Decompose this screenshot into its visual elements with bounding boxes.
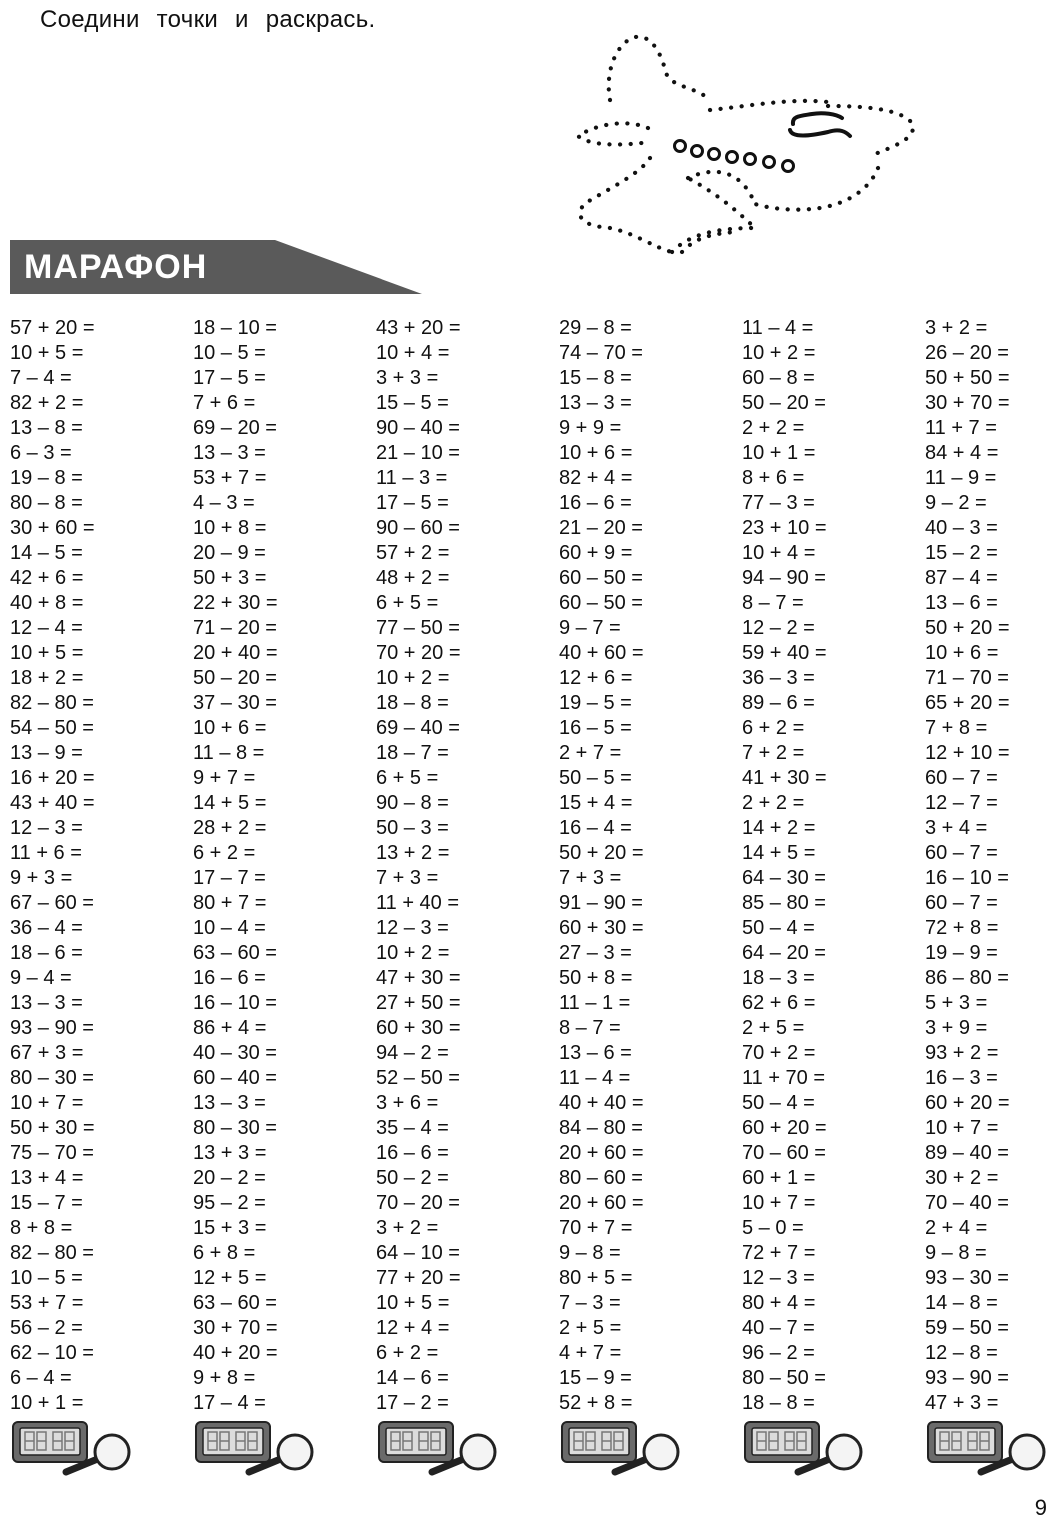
- exercise-item: 43 + 20 =: [376, 317, 461, 339]
- exercise-item: 50 – 4 =: [742, 1092, 815, 1114]
- exercise-item: 4 + 7 =: [559, 1342, 622, 1364]
- exercise-item: 29 – 8 =: [559, 317, 632, 339]
- exercise-item: 9 – 7 =: [559, 617, 621, 639]
- exercise-item: 56 – 2 =: [10, 1317, 83, 1339]
- exercise-item: 12 – 7 =: [925, 792, 998, 814]
- exercise-item: 10 + 2 =: [376, 942, 450, 964]
- exercise-item: 10 – 5 =: [193, 342, 266, 364]
- exercise-item: 12 + 6 =: [559, 667, 633, 689]
- exercise-item: 70 + 20 =: [376, 642, 461, 664]
- exercise-item: 11 – 8 =: [193, 742, 265, 764]
- exercise-item: 11 + 70 =: [742, 1067, 826, 1089]
- exercise-item: 8 – 7 =: [559, 1017, 621, 1039]
- exercise-item: 10 + 6 =: [193, 717, 267, 739]
- exercise-item: 10 + 4 =: [376, 342, 450, 364]
- exercise-item: 18 + 2 =: [10, 667, 84, 689]
- exercise-item: 89 – 6 =: [742, 692, 815, 714]
- exercise-item: 9 + 8 =: [193, 1367, 256, 1389]
- exercise-item: 14 + 5 =: [742, 842, 816, 864]
- exercise-item: 30 + 2 =: [925, 1167, 999, 1189]
- exercise-item: 3 + 9 =: [925, 1017, 988, 1039]
- exercise-item: 8 + 8 =: [10, 1217, 73, 1239]
- exercise-item: 60 – 50 =: [559, 592, 643, 614]
- exercise-item: 60 + 20 =: [742, 1117, 827, 1139]
- exercise-item: 11 – 4 =: [742, 317, 814, 339]
- exercise-item: 80 – 30 =: [193, 1117, 277, 1139]
- exercise-column: [925, 316, 1063, 1416]
- exercise-item: 14 + 5 =: [193, 792, 267, 814]
- exercise-item: 13 + 2 =: [376, 842, 450, 864]
- exercise-item: 27 + 50 =: [376, 992, 461, 1014]
- exercise-item: 10 + 5 =: [10, 342, 84, 364]
- exercise-item: 6 – 3 =: [10, 442, 72, 464]
- exercise-item: 40 – 7 =: [742, 1317, 815, 1339]
- exercise-item: 6 – 4 =: [10, 1367, 72, 1389]
- exercise-item: 60 – 7 =: [925, 767, 998, 789]
- exercise-item: 21 – 20 =: [559, 517, 643, 539]
- exercise-item: 50 – 5 =: [559, 767, 632, 789]
- exercise-item: 6 + 2 =: [376, 1342, 439, 1364]
- exercise-item: 60 + 9 =: [559, 542, 633, 564]
- exercise-item: 95 – 2 =: [193, 1192, 266, 1214]
- exercise-item: 23 + 10 =: [742, 517, 827, 539]
- exercise-item: 82 – 80 =: [10, 1242, 94, 1264]
- exercise-item: 3 + 4 =: [925, 817, 988, 839]
- exercise-item: 16 – 5 =: [559, 717, 632, 739]
- exercise-item: 18 – 6 =: [10, 942, 83, 964]
- exercise-item: 80 + 4 =: [742, 1292, 816, 1314]
- exercise-item: 20 – 9 =: [193, 542, 266, 564]
- exercise-grid: [10, 316, 1063, 1416]
- exercise-item: 10 + 5 =: [376, 1292, 450, 1314]
- exercise-item: 90 – 60 =: [376, 517, 460, 539]
- exercise-item: 5 – 0 =: [742, 1217, 804, 1239]
- exercise-item: 6 + 5 =: [376, 592, 439, 614]
- exercise-item: 59 – 50 =: [925, 1317, 1009, 1339]
- exercise-item: 14 – 5 =: [10, 542, 83, 564]
- timer-magnifier-group: [742, 1418, 925, 1478]
- exercise-item: 9 + 7 =: [193, 767, 256, 789]
- exercise-item: 10 + 2 =: [376, 667, 450, 689]
- exercise-item: 60 + 30 =: [376, 1017, 461, 1039]
- exercise-item: 3 + 3 =: [376, 367, 439, 389]
- exercise-item: 47 + 3 =: [925, 1392, 999, 1414]
- exercise-item: 13 – 6 =: [559, 1042, 632, 1064]
- exercise-item: 11 – 9 =: [925, 467, 997, 489]
- exercise-column: [10, 316, 193, 1416]
- exercise-item: 16 – 6 =: [376, 1142, 449, 1164]
- exercise-item: 3 + 2 =: [925, 317, 988, 339]
- exercise-item: 40 + 20 =: [193, 1342, 278, 1364]
- section-title: МАРАФОН: [24, 248, 208, 286]
- exercise-item: 20 + 60 =: [559, 1192, 644, 1214]
- exercise-item: 8 – 7 =: [742, 592, 804, 614]
- exercise-item: 80 – 8 =: [10, 492, 83, 514]
- exercise-item: 7 – 4 =: [10, 367, 72, 389]
- exercise-item: 40 – 30 =: [193, 1042, 277, 1064]
- exercise-item: 82 – 80 =: [10, 692, 94, 714]
- exercise-item: 16 + 20 =: [10, 767, 95, 789]
- exercise-item: 75 – 70 =: [10, 1142, 94, 1164]
- exercise-item: 10 + 7 =: [742, 1192, 816, 1214]
- exercise-item: 60 + 20 =: [925, 1092, 1010, 1114]
- exercise-item: 2 + 5 =: [559, 1317, 622, 1339]
- exercise-item: 14 + 2 =: [742, 817, 816, 839]
- exercise-item: 86 – 80 =: [925, 967, 1009, 989]
- exercise-item: 50 – 3 =: [376, 817, 449, 839]
- exercise-item: 11 – 1 =: [559, 992, 631, 1014]
- exercise-item: 52 – 50 =: [376, 1067, 460, 1089]
- exercise-item: 8 + 6 =: [742, 467, 805, 489]
- exercise-item: 10 + 2 =: [742, 342, 816, 364]
- exercise-item: 19 – 9 =: [925, 942, 998, 964]
- exercise-item: 22 + 30 =: [193, 592, 278, 614]
- exercise-item: 80 – 60 =: [559, 1167, 643, 1189]
- exercise-item: 7 + 6 =: [193, 392, 256, 414]
- exercise-item: 10 + 8 =: [193, 517, 267, 539]
- exercise-item: 9 – 2 =: [925, 492, 987, 514]
- exercise-item: 50 – 4 =: [742, 917, 815, 939]
- exercise-item: 50 + 8 =: [559, 967, 633, 989]
- exercise-item: 9 – 8 =: [925, 1242, 987, 1264]
- exercise-item: 91 – 90 =: [559, 892, 643, 914]
- exercise-item: 71 – 70 =: [925, 667, 1009, 689]
- exercise-item: 30 + 70 =: [193, 1317, 278, 1339]
- exercise-item: 17 – 4 =: [193, 1392, 266, 1414]
- exercise-item: 18 – 8 =: [376, 692, 449, 714]
- exercise-item: 69 – 40 =: [376, 717, 460, 739]
- exercise-item: 16 – 3 =: [925, 1067, 998, 1089]
- exercise-item: 53 + 7 =: [193, 467, 267, 489]
- exercise-item: 54 – 50 =: [10, 717, 94, 739]
- exercise-item: 48 + 2 =: [376, 567, 450, 589]
- exercise-item: 10 – 4 =: [193, 917, 266, 939]
- exercise-item: 16 – 10 =: [925, 867, 1009, 889]
- exercise-item: 13 – 8 =: [10, 417, 83, 439]
- exercise-item: 10 + 1 =: [10, 1392, 84, 1414]
- exercise-item: 65 + 20 =: [925, 692, 1010, 714]
- exercise-item: 59 + 40 =: [742, 642, 827, 664]
- exercise-item: 10 + 7 =: [925, 1117, 999, 1139]
- exercise-item: 19 – 5 =: [559, 692, 632, 714]
- exercise-item: 10 + 5 =: [10, 642, 84, 664]
- exercise-item: 70 + 2 =: [742, 1042, 816, 1064]
- exercise-item: 47 + 30 =: [376, 967, 461, 989]
- exercise-item: 50 – 2 =: [376, 1167, 449, 1189]
- exercise-item: 2 + 2 =: [742, 792, 805, 814]
- exercise-item: 82 + 2 =: [10, 392, 84, 414]
- exercise-item: 60 – 50 =: [559, 567, 643, 589]
- exercise-item: 6 + 8 =: [193, 1242, 256, 1264]
- exercise-item: 5 + 3 =: [925, 992, 988, 1014]
- exercise-item: 80 + 7 =: [193, 892, 267, 914]
- exercise-item: 6 + 2 =: [742, 717, 805, 739]
- exercise-item: 6 + 5 =: [376, 767, 439, 789]
- exercise-item: 10 + 1 =: [742, 442, 816, 464]
- exercise-item: 3 + 2 =: [376, 1217, 439, 1239]
- exercise-item: 40 + 8 =: [10, 592, 84, 614]
- exercise-item: 77 – 50 =: [376, 617, 460, 639]
- exercise-item: 14 – 8 =: [925, 1292, 998, 1314]
- exercise-item: 2 + 7 =: [559, 742, 622, 764]
- exercise-item: 12 + 5 =: [193, 1267, 267, 1289]
- exercise-item: 50 + 20 =: [559, 842, 644, 864]
- exercise-item: 17 – 5 =: [193, 367, 266, 389]
- timer-magnifier-group: [925, 1418, 1063, 1478]
- exercise-item: 13 – 3 =: [193, 442, 266, 464]
- exercise-item: 11 – 3 =: [376, 467, 448, 489]
- exercise-item: 17 – 7 =: [193, 867, 266, 889]
- exercise-item: 77 – 3 =: [742, 492, 815, 514]
- exercise-item: 2 + 5 =: [742, 1017, 805, 1039]
- exercise-item: 12 – 4 =: [10, 617, 83, 639]
- exercise-item: 10 – 5 =: [10, 1267, 83, 1289]
- exercise-item: 28 + 2 =: [193, 817, 267, 839]
- exercise-item: 15 – 8 =: [559, 367, 632, 389]
- exercise-item: 13 – 3 =: [559, 392, 632, 414]
- exercise-item: 15 – 7 =: [10, 1192, 83, 1214]
- exercise-item: 84 + 4 =: [925, 442, 999, 464]
- exercise-item: 36 – 4 =: [10, 917, 83, 939]
- exercise-item: 12 + 10 =: [925, 742, 1010, 764]
- exercise-item: 41 + 30 =: [742, 767, 827, 789]
- exercise-item: 40 – 3 =: [925, 517, 998, 539]
- exercise-column: [742, 316, 925, 1416]
- exercise-item: 37 – 30 =: [193, 692, 277, 714]
- exercise-item: 3 + 6 =: [376, 1092, 439, 1114]
- exercise-item: 20 + 40 =: [193, 642, 278, 664]
- exercise-item: 80 – 50 =: [742, 1367, 826, 1389]
- exercise-item: 12 – 3 =: [10, 817, 83, 839]
- exercise-item: 6 + 2 =: [193, 842, 256, 864]
- exercise-item: 12 – 3 =: [742, 1267, 815, 1289]
- exercise-item: 10 + 4 =: [742, 542, 816, 564]
- exercise-item: 11 + 6 =: [10, 842, 82, 864]
- exercise-item: 18 – 7 =: [376, 742, 449, 764]
- exercise-item: 90 – 8 =: [376, 792, 449, 814]
- exercise-item: 90 – 40 =: [376, 417, 460, 439]
- timer-magnifier-group: [10, 1418, 193, 1478]
- exercise-item: 80 – 30 =: [10, 1067, 94, 1089]
- exercise-item: 13 – 3 =: [10, 992, 83, 1014]
- exercise-item: 67 – 60 =: [10, 892, 94, 914]
- exercise-item: 15 + 4 =: [559, 792, 633, 814]
- exercise-item: 13 + 4 =: [10, 1167, 84, 1189]
- exercise-item: 70 – 40 =: [925, 1192, 1009, 1214]
- exercise-item: 17 – 2 =: [376, 1392, 449, 1414]
- exercise-item: 60 + 30 =: [559, 917, 644, 939]
- exercise-item: 18 – 3 =: [742, 967, 815, 989]
- exercise-item: 50 – 20 =: [742, 392, 826, 414]
- exercise-item: 40 + 40 =: [559, 1092, 644, 1114]
- exercise-item: 9 – 8 =: [559, 1242, 621, 1264]
- exercise-item: 77 + 20 =: [376, 1267, 461, 1289]
- exercise-item: 70 – 60 =: [742, 1142, 826, 1164]
- exercise-item: 7 – 3 =: [559, 1292, 621, 1314]
- exercise-item: 93 – 90 =: [10, 1017, 94, 1039]
- exercise-item: 96 – 2 =: [742, 1342, 815, 1364]
- exercise-item: 4 – 3 =: [193, 492, 255, 514]
- exercise-column: [559, 316, 742, 1416]
- exercise-item: 35 – 4 =: [376, 1117, 449, 1139]
- exercise-item: 10 + 6 =: [559, 442, 633, 464]
- exercise-item: 85 – 80 =: [742, 892, 826, 914]
- exercise-item: 70 + 7 =: [559, 1217, 633, 1239]
- exercise-item: 40 + 60 =: [559, 642, 644, 664]
- exercise-item: 13 – 3 =: [193, 1092, 266, 1114]
- exercise-item: 53 + 7 =: [10, 1292, 84, 1314]
- exercise-item: 2 + 2 =: [742, 417, 805, 439]
- exercise-item: 60 + 1 =: [742, 1167, 816, 1189]
- exercise-item: 9 + 3 =: [10, 867, 73, 889]
- exercise-item: 12 – 2 =: [742, 617, 815, 639]
- exercise-item: 50 + 30 =: [10, 1117, 95, 1139]
- exercise-item: 12 – 8 =: [925, 1342, 998, 1364]
- exercise-item: 27 – 3 =: [559, 942, 632, 964]
- exercise-item: 11 – 4 =: [559, 1067, 631, 1089]
- exercise-item: 72 + 8 =: [925, 917, 999, 939]
- exercise-item: 13 + 3 =: [193, 1142, 267, 1164]
- instruction-text: Соедини точки и раскрась.: [40, 6, 376, 33]
- page-number: 9: [1034, 1495, 1047, 1520]
- exercise-item: 69 – 20 =: [193, 417, 277, 439]
- exercise-item: 84 – 80 =: [559, 1117, 643, 1139]
- exercise-item: 62 + 6 =: [742, 992, 816, 1014]
- exercise-item: 15 – 2 =: [925, 542, 998, 564]
- exercise-item: 64 – 30 =: [742, 867, 826, 889]
- exercise-item: 16 – 10 =: [193, 992, 277, 1014]
- dotted-airplane-picture: [560, 28, 930, 263]
- exercise-item: 72 + 7 =: [742, 1242, 816, 1264]
- exercise-item: 94 – 90 =: [742, 567, 826, 589]
- exercise-item: 18 – 10 =: [193, 317, 277, 339]
- exercise-item: 17 – 5 =: [376, 492, 449, 514]
- exercise-item: 13 – 6 =: [925, 592, 998, 614]
- exercise-item: 7 + 3 =: [559, 867, 622, 889]
- exercise-item: 64 – 10 =: [376, 1242, 460, 1264]
- exercise-item: 11 + 7 =: [925, 417, 997, 439]
- exercise-item: 89 – 40 =: [925, 1142, 1009, 1164]
- exercise-item: 15 – 5 =: [376, 392, 449, 414]
- exercise-item: 93 – 90 =: [925, 1367, 1009, 1389]
- exercise-item: 93 – 30 =: [925, 1267, 1009, 1289]
- exercise-item: 12 + 4 =: [376, 1317, 450, 1339]
- exercise-column: [376, 316, 559, 1416]
- exercise-item: 50 + 50 =: [925, 367, 1010, 389]
- exercise-item: 21 – 10 =: [376, 442, 460, 464]
- exercise-item: 10 + 7 =: [10, 1092, 84, 1114]
- exercise-item: 87 – 4 =: [925, 567, 998, 589]
- exercise-item: 60 – 7 =: [925, 892, 998, 914]
- exercise-item: 70 – 20 =: [376, 1192, 460, 1214]
- exercise-item: 94 – 2 =: [376, 1042, 449, 1064]
- exercise-item: 7 + 3 =: [376, 867, 439, 889]
- exercise-item: 30 + 60 =: [10, 517, 95, 539]
- exercise-item: 15 – 9 =: [559, 1367, 632, 1389]
- exercise-item: 18 – 8 =: [742, 1392, 815, 1414]
- exercise-item: 43 + 40 =: [10, 792, 95, 814]
- exercise-item: 74 – 70 =: [559, 342, 643, 364]
- exercise-item: 63 – 60 =: [193, 1292, 277, 1314]
- exercise-item: 15 + 3 =: [193, 1217, 267, 1239]
- exercise-item: 52 + 8 =: [559, 1392, 633, 1414]
- exercise-item: 7 + 8 =: [925, 717, 988, 739]
- exercise-item: 7 + 2 =: [742, 742, 805, 764]
- exercise-item: 60 – 40 =: [193, 1067, 277, 1089]
- exercise-item: 16 – 6 =: [559, 492, 632, 514]
- exercise-item: 20 + 60 =: [559, 1142, 644, 1164]
- exercise-item: 82 + 4 =: [559, 467, 633, 489]
- exercise-item: 9 – 4 =: [10, 967, 72, 989]
- timer-magnifier-group: [559, 1418, 742, 1478]
- exercise-item: 19 – 8 =: [10, 467, 83, 489]
- exercise-item: 36 – 3 =: [742, 667, 815, 689]
- exercise-item: 62 – 10 =: [10, 1342, 94, 1364]
- exercise-item: 67 + 3 =: [10, 1042, 84, 1064]
- timer-magnifier-group: [376, 1418, 559, 1478]
- exercise-item: 12 – 3 =: [376, 917, 449, 939]
- exercise-item: 60 – 8 =: [742, 367, 815, 389]
- exercise-item: 80 + 5 =: [559, 1267, 633, 1289]
- exercise-item: 9 + 9 =: [559, 417, 622, 439]
- exercise-item: 2 + 4 =: [925, 1217, 988, 1239]
- exercise-item: 14 – 6 =: [376, 1367, 449, 1389]
- exercise-item: 11 + 40 =: [376, 892, 460, 914]
- exercise-item: 10 + 6 =: [925, 642, 999, 664]
- exercise-item: 86 + 4 =: [193, 1017, 267, 1039]
- exercise-item: 42 + 6 =: [10, 567, 84, 589]
- exercise-item: 93 + 2 =: [925, 1042, 999, 1064]
- exercise-item: 50 + 3 =: [193, 567, 267, 589]
- exercise-item: 16 – 4 =: [559, 817, 632, 839]
- exercise-item: 26 – 20 =: [925, 342, 1009, 364]
- timer-row: [10, 1418, 1063, 1478]
- exercise-item: 30 + 70 =: [925, 392, 1010, 414]
- timer-magnifier-group: [193, 1418, 376, 1478]
- exercise-item: 57 + 2 =: [376, 542, 450, 564]
- exercise-item: 20 – 2 =: [193, 1167, 266, 1189]
- exercise-item: 13 – 9 =: [10, 742, 83, 764]
- exercise-item: 63 – 60 =: [193, 942, 277, 964]
- exercise-item: 71 – 20 =: [193, 617, 277, 639]
- exercise-item: 50 – 20 =: [193, 667, 277, 689]
- exercise-item: 57 + 20 =: [10, 317, 95, 339]
- exercise-item: 50 + 20 =: [925, 617, 1010, 639]
- exercise-item: 60 – 7 =: [925, 842, 998, 864]
- exercise-item: 16 – 6 =: [193, 967, 266, 989]
- exercise-item: 64 – 20 =: [742, 942, 826, 964]
- exercise-column: [193, 316, 376, 1416]
